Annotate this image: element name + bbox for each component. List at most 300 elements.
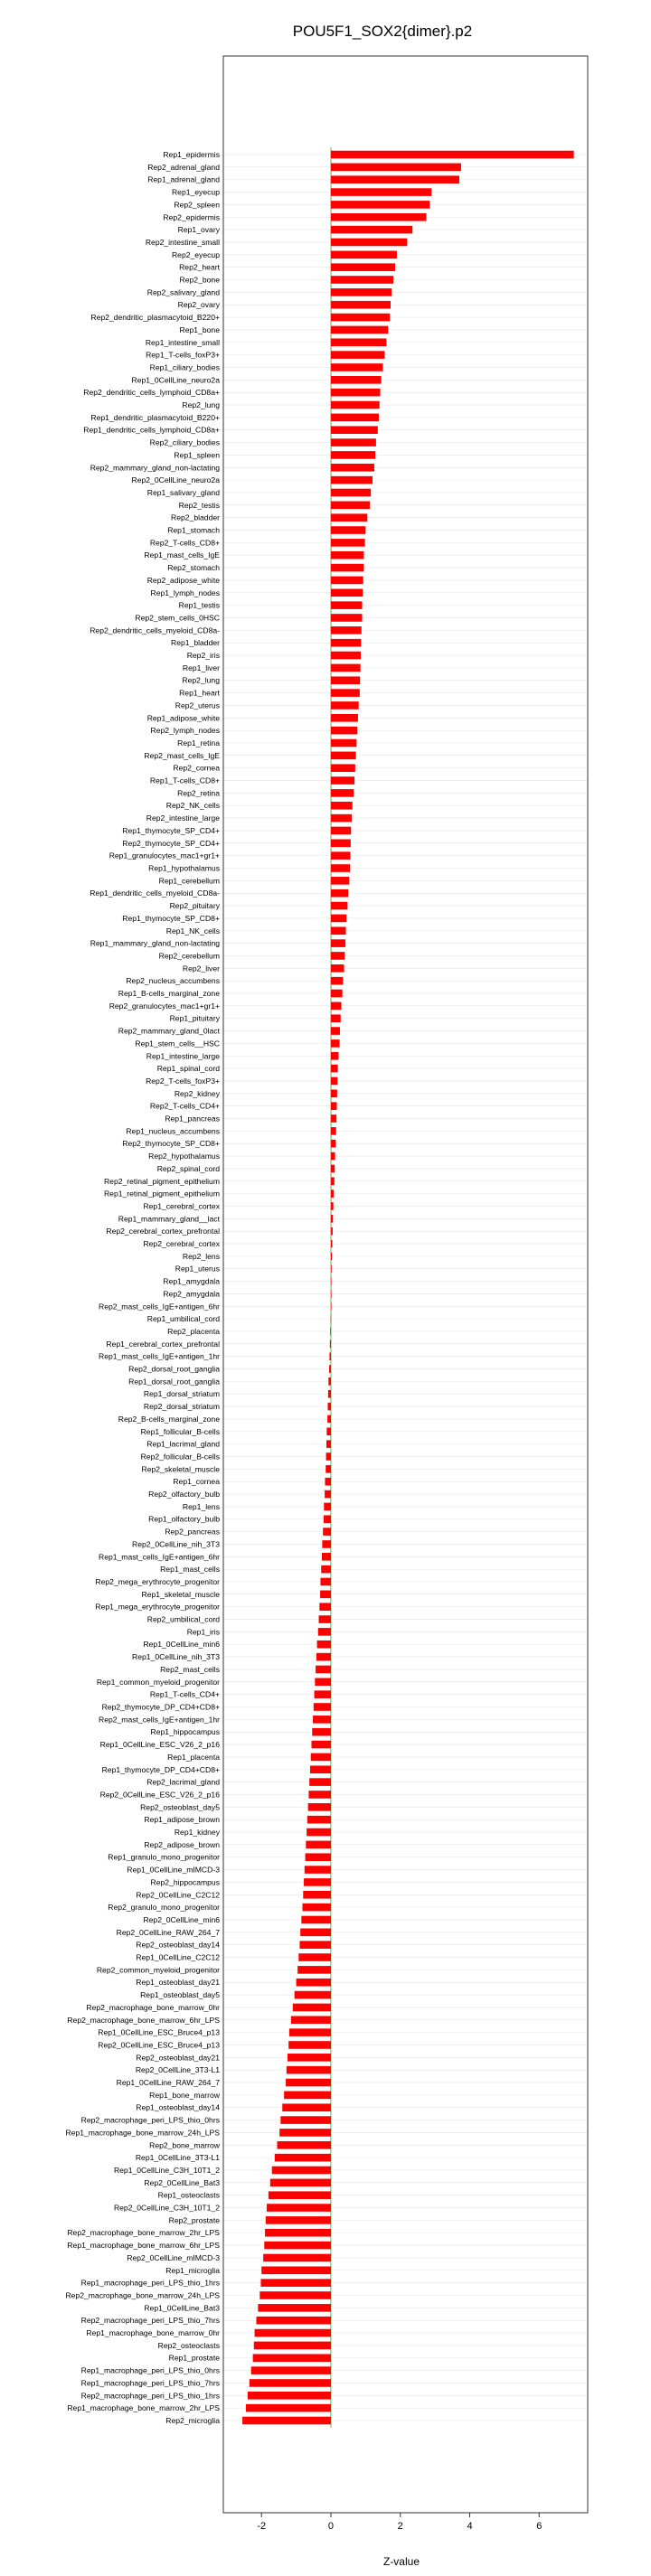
bar [284, 2092, 331, 2100]
bar [297, 1966, 331, 1974]
category-label: Rep2_hypothalamus [148, 1152, 220, 1161]
category-label: Rep2_0CellLine_nih_3T3 [132, 1539, 220, 1549]
category-label: Rep2_prostate [168, 2215, 220, 2225]
category-label: Rep1_mammary_gland__lact [118, 1214, 220, 1224]
category-label: Rep1_spleen [174, 450, 220, 460]
category-label: Rep2_uterus [175, 700, 220, 710]
category-label: Rep1_osteoblast_day21 [136, 1978, 220, 1988]
category-label: Rep2_0CellLine_RAW_264_7 [116, 1927, 220, 1937]
category-label: Rep2_adipose_white [146, 575, 220, 585]
category-label: Rep1_lymph_nodes [150, 588, 220, 597]
bar [317, 1641, 331, 1649]
category-label: Rep1_stomach [167, 525, 220, 535]
bar [314, 1703, 331, 1711]
bar [331, 1127, 336, 1135]
category-label: Rep2_mega_erythrocyte_progenitor [95, 1576, 220, 1586]
bar [331, 1002, 342, 1011]
category-label: Rep1_ovary [177, 225, 220, 235]
category-label: Rep2_cornea [173, 763, 220, 773]
bar [331, 714, 358, 722]
bar [322, 1553, 331, 1561]
bar [259, 2291, 331, 2299]
bar [272, 2167, 331, 2175]
category-label: Rep1_NK_cells [165, 926, 220, 935]
bar [321, 1565, 331, 1574]
category-label: Rep2_liver [182, 964, 220, 973]
bar [331, 239, 407, 247]
category-label: Rep1_dendritic_plasmacytoid_B220+ [90, 412, 220, 422]
bar [331, 213, 427, 221]
bar [309, 1778, 331, 1786]
bar [325, 1490, 331, 1499]
category-label: Rep1_dorsal_striatum [143, 1389, 220, 1399]
category-label: Rep2_cerebral_cortex_prefrontal [106, 1227, 220, 1236]
category-label: Rep2_B-cells_marginal_zone [118, 1414, 220, 1424]
bar [306, 1853, 331, 1861]
bar [275, 2154, 331, 2162]
category-label: Rep1_macrophage_bone_marrow_24h_LPS [65, 2128, 220, 2138]
bar [330, 1340, 331, 1349]
bar [298, 1953, 331, 1961]
bar [331, 739, 356, 747]
bar [331, 864, 350, 872]
category-label: Rep1_kidney [174, 1828, 220, 1838]
category-label: Rep2_spinal_cord [156, 1163, 220, 1173]
bar [331, 764, 355, 772]
bar [267, 2204, 331, 2212]
bar [331, 451, 375, 459]
bar [326, 1427, 331, 1435]
x-tick-label: 4 [467, 2521, 473, 2532]
bar [331, 175, 459, 183]
bar [307, 1816, 331, 1824]
category-label: Rep2_0CellLine_min6 [143, 1914, 220, 1924]
bar [258, 2304, 331, 2312]
category-label: Rep1_stem_cells__HSC [135, 1039, 220, 1048]
bar [331, 502, 370, 510]
category-label: Rep1_testis [178, 600, 220, 610]
bar [301, 1916, 331, 1924]
bar [331, 1152, 335, 1161]
category-label: Rep1_intestine_small [145, 337, 220, 347]
category-label: Rep1_olfactory_bulb [148, 1514, 220, 1524]
bar [331, 414, 379, 422]
bar [331, 689, 360, 697]
x-tick-label: 6 [536, 2521, 542, 2532]
bar [331, 326, 388, 334]
bar [331, 827, 351, 835]
bar [316, 1666, 331, 1674]
category-label: Rep1_0CellLine_C3H_10T1_2 [113, 2165, 220, 2175]
category-label: Rep1_dorsal_root_ganglia [128, 1377, 220, 1387]
bar [264, 2242, 331, 2250]
category-label: Rep2_cerebellum [158, 951, 220, 961]
category-label: Rep1_0CellLine_ESC_V26_2_p16 [99, 1740, 220, 1750]
category-label: Rep2_dorsal_striatum [143, 1402, 220, 1412]
bar [251, 2366, 331, 2374]
bar [331, 164, 461, 172]
category-label: Rep2_lens [182, 1251, 220, 1261]
bar [312, 1728, 331, 1736]
bar [331, 889, 348, 898]
category-label: Rep2_heart [179, 262, 220, 272]
bar [331, 1014, 341, 1022]
category-label: Rep2_macrophage_peri_LPS_thio_7hrs [80, 2316, 220, 2326]
bar [331, 1102, 337, 1110]
category-label: Rep2_mast_cells_IgE+antigen_6hr [98, 1302, 220, 1312]
category-label: Rep1_macrophage_peri_LPS_thio_0hrs [80, 2365, 220, 2375]
category-label: Rep1_prostate [168, 2353, 220, 2363]
category-label: Rep2_0CellLine_ESC_Bruce4_p13 [98, 2040, 220, 2050]
category-label: Rep2_0CellLine_ESC_V26_2_p16 [99, 1790, 220, 1800]
category-label: Rep1_thymocyte_DP_CD4+CD8+ [101, 1764, 220, 1774]
category-label: Rep2_bladder [171, 512, 220, 522]
category-label: Rep2_placenta [167, 1326, 220, 1336]
bar [331, 990, 343, 998]
bar [331, 851, 350, 860]
bar [253, 2354, 331, 2362]
category-label: Rep2_macrophage_bone_marrow_24h_LPS [65, 2290, 220, 2300]
category-label: Rep2_kidney [174, 1088, 220, 1098]
bar [331, 351, 384, 359]
bar [319, 1603, 331, 1611]
category-label: Rep2_follicular_B-cells [140, 1452, 220, 1462]
category-label: Rep2_T-cells_foxP3+ [146, 1076, 220, 1086]
bar [326, 1465, 331, 1473]
category-label: Rep1_intestine_large [146, 1051, 220, 1061]
category-label: Rep1_pituitary [169, 1013, 220, 1023]
category-label: Rep2_lung [182, 400, 220, 410]
category-label: Rep1_microglia [165, 2265, 220, 2275]
category-label: Rep1_lacrimal_gland [146, 1439, 220, 1449]
category-label: Rep1_hippocampus [150, 1727, 220, 1737]
bar [250, 2379, 331, 2387]
chart-title: POU5F1_SOX2{dimer}.p2 [292, 23, 473, 40]
category-label: Rep1_liver [182, 663, 220, 672]
category-label: Rep1_T-cells_foxP3+ [146, 350, 220, 360]
category-label: Rep1_spinal_cord [156, 1064, 220, 1074]
bar [330, 1328, 331, 1336]
category-label: Rep1_mast_cells_IgE+antigen_6hr [98, 1552, 220, 1562]
bar [331, 626, 362, 635]
category-label: Rep1_thymocyte_SP_CD8+ [122, 913, 220, 923]
bar [331, 489, 371, 497]
category-label: Rep2_0CellLine_Bat3 [144, 2177, 220, 2187]
bar [331, 226, 412, 234]
category-label: Rep1_mammary_gland_non-lactating [90, 938, 220, 948]
bar [263, 2254, 331, 2262]
bar [246, 2404, 331, 2412]
x-axis-label: Z-value [382, 2555, 420, 2568]
bar [331, 401, 380, 409]
category-label: Rep2_salivary_gland [146, 287, 220, 297]
category-label: Rep2_stomach [167, 563, 220, 573]
bar [255, 2329, 331, 2337]
category-label: Rep1_mega_erythrocyte_progenitor [95, 1602, 220, 1612]
bar [297, 1979, 331, 1987]
category-label: Rep2_bone [179, 275, 220, 285]
category-label: Rep2_intestine_large [146, 813, 220, 823]
bar [331, 301, 391, 309]
bar [331, 915, 346, 923]
category-label: Rep1_mast_cells [160, 1565, 220, 1575]
bar [331, 1027, 340, 1035]
category-label: Rep2_thymocyte_SP_CD8+ [122, 1139, 220, 1149]
bar [331, 1114, 336, 1123]
category-label: Rep1_uterus [175, 1264, 220, 1274]
category-label: Rep1_mast_cells_IgE [144, 550, 220, 560]
category-label: Rep1_0CellLine_RAW_264_7 [116, 2078, 220, 2088]
category-label: Rep2_osteoblast_day14 [136, 1940, 220, 1950]
category-label: Rep1_0CellLine_ESC_Bruce4_p13 [98, 2027, 220, 2037]
bar [331, 476, 373, 484]
bar [331, 1177, 335, 1185]
bar [316, 1653, 331, 1661]
bar [242, 2417, 331, 2425]
category-label: Rep1_ciliary_bodies [149, 362, 220, 372]
bar [308, 1791, 331, 1799]
category-label: Rep2_macrophage_peri_LPS_thio_0hrs [80, 2115, 220, 2125]
category-label: Rep2_pituitary [169, 901, 220, 911]
category-label: Rep2_0CellLine_C2C12 [136, 1890, 220, 1900]
bar [303, 1891, 331, 1899]
category-label: Rep2_adipose_brown [144, 1839, 220, 1849]
bar [329, 1365, 331, 1373]
category-label: Rep1_granulocytes_mac1+gr1+ [108, 851, 220, 860]
category-label: Rep1_cerebral_cortex_prefrontal [106, 1339, 220, 1349]
bar [266, 2216, 331, 2224]
bar [331, 614, 363, 622]
bar [288, 2041, 331, 2049]
category-label: Rep2_ciliary_bodies [149, 437, 220, 447]
category-label: Rep1_heart [179, 688, 220, 698]
x-tick-label: -2 [257, 2521, 267, 2532]
bar [288, 2054, 331, 2062]
category-label: Rep1_macrophage_bone_marrow_2hr_LPS [67, 2403, 220, 2413]
bar [260, 2279, 331, 2287]
bar [331, 727, 357, 735]
category-label: Rep1_follicular_B-cells [140, 1426, 220, 1436]
bar [324, 1503, 331, 1511]
category-label: Rep2_osteoblast_day5 [140, 1802, 220, 1812]
bar [308, 1803, 331, 1811]
category-label: Rep2_mammary_gland_non-lactating [90, 463, 220, 473]
category-label: Rep1_eyecup [171, 187, 220, 197]
bar [331, 977, 343, 985]
category-label: Rep1_0CellLine_min6 [143, 1640, 220, 1650]
bar [280, 2116, 331, 2124]
bar [331, 376, 382, 384]
category-label: Rep2_amygdala [163, 1289, 220, 1299]
category-label: Rep1_cerebral_cortex [143, 1201, 220, 1211]
category-label: Rep1_adipose_white [146, 713, 220, 723]
category-label: Rep2_nucleus_accumbens [126, 976, 220, 986]
category-label: Rep1_osteoclasts [157, 2190, 220, 2200]
bar [331, 564, 363, 572]
bar [331, 789, 354, 797]
bar [331, 263, 395, 271]
category-label: Rep2_cerebral_cortex [143, 1239, 220, 1249]
bar [331, 1077, 337, 1086]
bar [311, 1753, 331, 1762]
category-label: Rep2_eyecup [171, 249, 220, 259]
bar [311, 1741, 330, 1749]
category-label: Rep2_pancreas [165, 1527, 220, 1537]
category-label: Rep1_bone [179, 324, 220, 334]
category-label: Rep1_adrenal_gland [147, 174, 220, 184]
bar [331, 902, 347, 910]
category-label: Rep1_amygdala [163, 1276, 220, 1286]
bar [331, 513, 367, 522]
category-label: Rep2_spleen [174, 200, 220, 210]
category-label: Rep2_hippocampus [150, 1877, 220, 1887]
category-label: Rep2_mast_cells_IgE [144, 750, 220, 760]
bar [331, 201, 429, 209]
bar [331, 1090, 337, 1098]
category-label: Rep2_osteoclasts [157, 2340, 220, 2350]
bar [331, 1264, 332, 1273]
bar [331, 314, 390, 322]
bar [331, 652, 361, 660]
bar [331, 840, 351, 848]
category-label: Rep1_retinal_pigment_epithelium [103, 1189, 220, 1199]
category-label: Rep1_hypothalamus [148, 863, 220, 873]
category-label: Rep1_mast_cells_IgE+antigen_1hr [98, 1351, 220, 1361]
bar [331, 188, 431, 196]
bar [291, 2016, 331, 2024]
bar [331, 1165, 335, 1173]
bar [277, 2141, 330, 2149]
category-label: Rep2_umbilical_cord [146, 1614, 220, 1624]
bar [327, 1415, 331, 1424]
bar [328, 1377, 331, 1386]
bar [331, 701, 359, 710]
bar [265, 2229, 331, 2237]
bar [331, 752, 356, 760]
category-label: Rep1_osteoblast_day5 [140, 1990, 220, 2000]
bar [331, 1227, 333, 1236]
bar [331, 1065, 338, 1073]
category-label: Rep1_thymocyte_SP_CD4+ [122, 825, 220, 835]
category-label: Rep1_0CellLine_nih_3T3 [132, 1652, 220, 1662]
category-label: Rep2_dendritic_plasmacytoid_B220+ [90, 313, 220, 323]
bar [331, 926, 346, 935]
category-label: Rep1_macrophage_peri_LPS_thio_7hrs [80, 2378, 220, 2388]
bar [254, 2342, 331, 2350]
category-label: Rep2_0CellLine_neuro2a [131, 475, 220, 485]
category-label: Rep1_0CellLine_C2C12 [136, 1952, 220, 1962]
bar [331, 814, 352, 823]
bar [331, 676, 360, 684]
category-label: Rep1_dendritic_cells_myeloid_CD8a- [90, 888, 220, 898]
category-label: Rep2_dendritic_cells_lymphoid_CD8a+ [83, 388, 220, 398]
bar [289, 2028, 331, 2036]
category-label: Rep2_olfactory_bulb [148, 1490, 220, 1500]
bar [331, 802, 353, 810]
category-label: Rep1_salivary_gland [146, 487, 220, 497]
category-label: Rep2_macrophage_peri_LPS_thio_1hrs [80, 2391, 220, 2401]
category-label: Rep2_ovary [177, 300, 220, 310]
bar [331, 464, 374, 472]
category-label: Rep2_adrenal_gland [147, 162, 220, 172]
category-label: Rep2_0CellLine_3T3-L1 [135, 2065, 220, 2075]
category-label: Rep2_testis [178, 500, 220, 510]
category-label: Rep2_T-cells_CD8+ [149, 538, 220, 548]
category-label: Rep1_B-cells_marginal_zone [118, 989, 220, 999]
bar [307, 1829, 331, 1837]
bar [331, 1277, 332, 1285]
x-tick-label: 0 [327, 2521, 335, 2532]
bar [331, 1039, 340, 1048]
category-label: Rep2_iris [186, 651, 220, 661]
bar [303, 1904, 331, 1912]
category-label: Rep2_epidermis [163, 212, 220, 222]
category-label: Rep2_lung [182, 675, 220, 685]
bar [331, 964, 344, 973]
bar [331, 639, 361, 647]
category-label: Rep2_NK_cells [165, 801, 220, 811]
category-label: Rep2_dorsal_root_ganglia [128, 1364, 220, 1374]
bar [331, 1240, 333, 1248]
category-label: Rep2_0CellLine_C3H_10T1_2 [113, 2203, 220, 2213]
category-label: Rep1_0CellLine_mIMCD-3 [127, 1865, 220, 1875]
bar [331, 1140, 335, 1148]
bar [331, 1302, 332, 1311]
bar [328, 1390, 331, 1398]
category-label: Rep2_microglia [165, 2416, 220, 2425]
bar [320, 1578, 331, 1586]
category-label: Rep2_mast_cells_IgE+antigen_1hr [98, 1715, 220, 1725]
bar [331, 588, 363, 597]
category-label: Rep2_macrophage_bone_marrow_2hr_LPS [67, 2228, 220, 2238]
bar [331, 776, 354, 785]
bar [248, 2392, 331, 2400]
bar [331, 952, 344, 960]
category-label: Rep2_dendritic_cells_myeloid_CD8a- [90, 625, 220, 635]
bar [279, 2129, 331, 2137]
category-label: Rep2_granulocytes_mac1+gr1+ [108, 1001, 220, 1011]
bar [319, 1615, 331, 1623]
bar [331, 577, 363, 585]
bar [331, 251, 397, 259]
bar [261, 2266, 331, 2274]
category-label: Rep1_cerebellum [158, 876, 220, 886]
category-label: Rep1_epidermis [163, 150, 220, 159]
bar [331, 389, 381, 397]
category-label: Rep1_T-cells_CD8+ [149, 776, 220, 785]
category-label: Rep1_lens [182, 1501, 220, 1511]
bar [300, 1929, 331, 1937]
category-label: Rep1_macrophage_peri_LPS_thio_1hrs [80, 2278, 220, 2288]
category-label: Rep2_skeletal_muscle [141, 1464, 220, 1474]
bar [269, 2191, 331, 2199]
bar [304, 1878, 331, 1886]
bar [331, 939, 345, 947]
bar [324, 1515, 331, 1523]
bar [329, 1352, 331, 1360]
bar [331, 1189, 334, 1198]
bar [299, 1941, 331, 1949]
category-label: Rep2_T-cells_CD4+ [149, 1101, 220, 1111]
bar [306, 1841, 331, 1849]
category-label: Rep2_stem_cells_0HSC [135, 613, 220, 623]
bar [331, 877, 349, 885]
bar [315, 1690, 331, 1698]
bar [315, 1678, 331, 1687]
bar [323, 1528, 331, 1536]
bar [322, 1540, 331, 1548]
category-label: Rep1_0CellLine_3T3-L1 [135, 2153, 220, 2163]
